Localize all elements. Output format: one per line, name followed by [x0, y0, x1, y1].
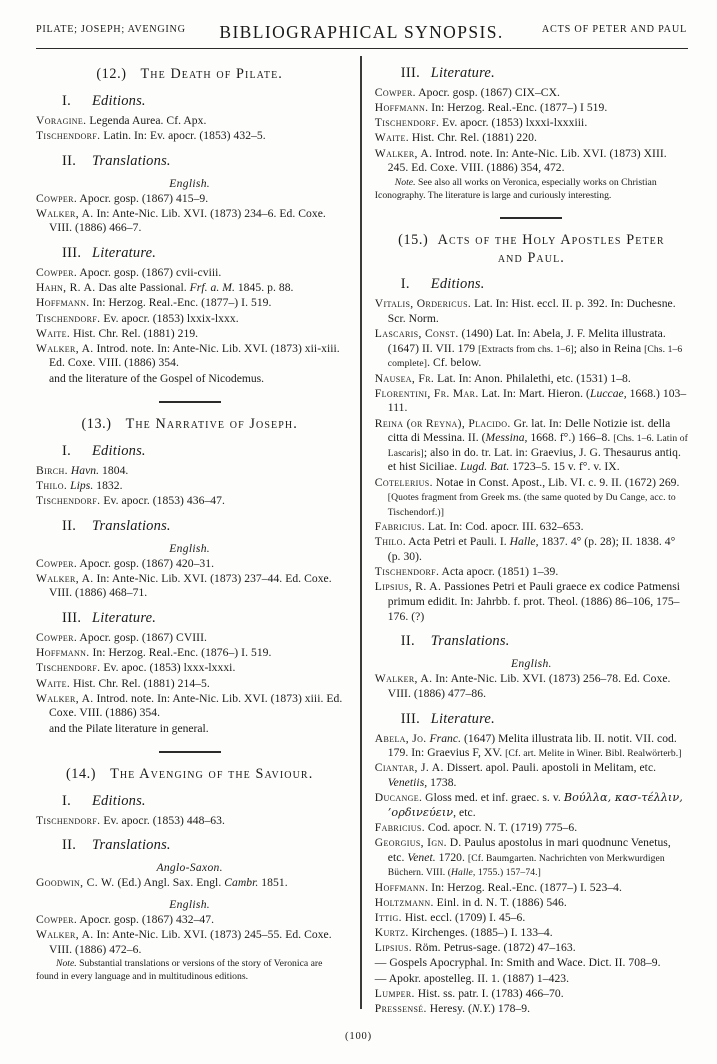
- running-head-title: BIBLIOGRAPHICAL SYNOPSIS.: [219, 22, 504, 42]
- header-rule: [36, 48, 688, 49]
- section-divider-rule: [159, 401, 221, 403]
- entry: Tischendorf. Latin. In: Ev. apocr. (1853) 432–5.: [36, 128, 266, 142]
- right-column: [373, 56, 688, 1015]
- entry: Walker, A. Introd. note. In: Ante-Nic. Lib. XVI. (1873) xiii. Ed. Coxe. VIII. (1886) 354.: [36, 691, 343, 720]
- entry-continuation: and the literature of the Gospel of Nicodemus.: [49, 371, 265, 385]
- entry: Lascaris, Const. (1490) Lat. In: Abela, J. F. Melita illustrata. (1647) II. VII. 179 [Extracts from chs. 1–6]; also in Reina [Chs. 1–6 complete]. Cf. below.: [374, 327, 683, 370]
- entry: Lipsius, R. A. Passiones Petri et Pauli graece ex codice Patmensi primum edidit. In: Jahrbb. f. prot. Theol. (1886) 86–106, 175–176. (?): [374, 580, 681, 623]
- s12-editions-heading: [62, 93, 343, 110]
- entry: Goodwin, C. W. (Ed.) Angl. Sax. Engl. Cambr. 1851.: [36, 876, 288, 890]
- s14-literature-heading: III. Literature.: [400, 65, 495, 81]
- entry: Tischendorf. Ev. apoc. (1853) lxxx-lxxxi.: [36, 661, 236, 675]
- entry: Waite. Hist. Chr. Rel. (1881) 214–5.: [36, 676, 210, 690]
- entry: Vitalis, Ordericus. Lat. In: Hist. eccl. II. p. 392. In: Duchesne. Scr. Norm.: [374, 297, 676, 325]
- entry: Waite. Hist. Chr. Rel. (1881) 220.: [374, 131, 537, 145]
- entry: Hoffmann. In: Herzog. Real.-Enc. (1877–) I. 519.: [36, 296, 272, 310]
- entry: Hoffmann. In: Herzog. Real.-Enc. (1876–) I. 519.: [36, 646, 272, 660]
- entry: Cotelerius. Notae in Const. Apost., Lib. VI. c. 9. II. (1672) 269. [Quotes fragment from Greek ms. (the same quoted by Du Cange, acc. to Tischendorf.)]: [374, 475, 680, 518]
- entry: Cowper. Apocr. gosp. (1867) CIX–CX.: [374, 86, 560, 99]
- entry: Lipsius. Röm. Petrus-sage. (1872) 47–163.: [374, 941, 576, 955]
- entry: Tischendorf. Ev. apocr. (1853) 448–63.: [36, 813, 225, 827]
- entry: Walker, A. In: Ante-Nic. Lib. XVI. (1873) 234–6. Ed. Coxe. VIII. (1886) 466–7.: [36, 206, 326, 235]
- entry: — Apokr. apostelleg. II. 1. (1887) 1–423.: [374, 971, 570, 985]
- entry: Cowper. Apocr. gosp. (1867) cvii-cviii.: [36, 266, 222, 280]
- entry: Hoffmann. In: Herzog. Real.-Enc. (1877–) I 519.: [374, 101, 608, 115]
- entry: Ittig. Hist. eccl. (1709) I. 45–6.: [374, 910, 526, 924]
- running-head: [36, 24, 687, 46]
- section-15-number: (15.): [398, 231, 429, 248]
- s12-translations-numeral: II.: [62, 152, 77, 169]
- s14-language-english: English.: [169, 897, 211, 911]
- entry: Fabricius. Cod. apocr. N. T. (1719) 775–6.: [374, 820, 578, 834]
- entry: Walker, A. In: Ante-Nic. Lib. XVI. (1873) 256–78. Ed. Coxe. VIII. (1886) 477–86.: [374, 672, 671, 700]
- left-column: [36, 56, 349, 1012]
- s13-language-english: English.: [169, 541, 211, 555]
- section-13-title: [36, 416, 343, 434]
- two-column-body: [36, 56, 688, 1015]
- s13-editions-heading: I. Editions.: [62, 442, 146, 459]
- s13-literature-heading: III. Literature.: [62, 610, 157, 627]
- s15-language-english: English.: [511, 657, 552, 671]
- s12-editions-label: Editions.: [92, 92, 146, 109]
- running-head-left: PILATE; JOSEPH; AVENGING: [36, 24, 186, 35]
- entry: Lumper. Hist. ss. patr. I. (1783) 466–70.: [374, 986, 564, 1000]
- entry: Cowper. Apocr. gosp. (1867) 432–47.: [36, 912, 215, 926]
- entry: Georgius, Ign. D. Paulus apostolus in mari quodnunc Venetus, etc. Venet. 1720. [Cf. Baumgarten. Nachrichten von Merkwurdigen Büchern. VIII. (Halle, 1755.) 157–74.]: [374, 836, 671, 879]
- section-15-heading-line2: and Paul.: [497, 249, 565, 266]
- entry: Holtzmann. Einl. in d. N. T. (1886) 546.: [374, 895, 567, 909]
- s12-literature-numeral: III.: [62, 245, 82, 262]
- section-14-number: (14.): [65, 765, 97, 782]
- entry: Birch. Havn. 1804.: [36, 463, 129, 477]
- s14-editions-heading: I. Editions.: [62, 792, 146, 809]
- s14-literature-note: Note. See also all works on Veronica, especially works on Christian Iconography. The literature is large and curiously interesting.: [374, 176, 657, 201]
- entry: Ciantar, J. A. Dissert. apol. Pauli. apostoli in Melitam, etc. Venetiis, 1738.: [374, 761, 657, 789]
- entry: Tischendorf. Acta apocr. (1851) 1–39.: [374, 565, 559, 579]
- entry: Walker, A. Introd. note. In: Ante-Nic. Lib. XVI. (1873) xii-xiii. Ed. Coxe. VIII. (1886) 354.: [36, 341, 340, 370]
- section-12-heading: The Death of Pilate.: [140, 66, 283, 82]
- entry: Abela, Jo. Franc. (1647) Melita illustrata lib. II. notit. VII. cod. 179. In: Graevius F, XV. [Cf. art. Melite in Winer. Bibl. Realwörterb.]: [374, 731, 682, 760]
- entry: — Gospels Apocryphal. In: Smith and Wace. Dict. II. 708–9.: [374, 956, 661, 970]
- entry: Cowper. Apocr. gosp. (1867) 420–31.: [36, 556, 215, 570]
- s15-translations-heading: II. Translations.: [400, 633, 510, 650]
- entry: Tischendorf. Ev. apocr. (1853) 436–47.: [36, 493, 225, 507]
- entry: Tischendorf. Ev. apocr. (1853) lxxxi-lxxxiii.: [374, 116, 588, 130]
- section-15-title: [375, 232, 688, 268]
- entry: Florentini, Fr. Mar. Lat. In: Mart. Hieron. (Luccae, 1668.) 103–111.: [374, 386, 687, 415]
- section-13-heading: The Narrative of Joseph.: [125, 415, 298, 432]
- entry: Hahn, R. A. Das alte Passional. Frf. a. M. 1845. p. 88.: [36, 281, 294, 295]
- entry: Voragine. Legenda Aurea. Cf. Apx.: [36, 113, 207, 127]
- s12-language-english: English.: [169, 176, 211, 190]
- s15-literature-heading: III. Literature.: [400, 710, 495, 727]
- section-15-heading-line1: Acts of the Holy Apostles Peter: [437, 231, 665, 248]
- entry: Walker, A. In: Ante-Nic. Lib. XVI. (1873) 245–55. Ed. Coxe. VIII. (1886) 472–6.: [36, 927, 332, 956]
- section-12-number: (12.): [96, 66, 127, 82]
- s14-language-anglosaxon: Anglo-Saxon.: [156, 861, 223, 875]
- s13-translations-heading: II. Translations.: [62, 517, 171, 534]
- s12-literature-heading: [62, 245, 343, 262]
- entry: Waite. Hist. Chr. Rel. (1881) 219.: [36, 326, 199, 340]
- entry: Reina (or Reyna), Placido. Gr. lat. In: Delle Notizie ist. della citta di Messina. II. (Messina, 1668. f°.) 166–8. [Chs. 1–6. Latin of Lascaris]; also in do. tr. Lat. in: Graevius, J. G. Thesaurus antiq. et hist Siciliae. Lugd. Bat. 1723–5. 15 v. f°. v. IX.: [374, 416, 688, 474]
- s12-editions-numeral: I.: [62, 92, 72, 109]
- s14-translations-heading: II. Translations.: [62, 837, 171, 854]
- entry: Cowper. Apocr. gosp. (1867) CVIII.: [36, 631, 207, 645]
- s15-editions-heading: I. Editions.: [400, 276, 485, 293]
- entry: Walker, A. Introd. note. In: Ante-Nic. Lib. XVI. (1873) XIII. 245. Ed. Coxe. VIII. (1886) 354, 472.: [374, 146, 667, 175]
- entry: Kurtz. Kirchenges. (1885–) I. 133–4.: [374, 926, 553, 940]
- entry: Nausea, Fr. Lat. In: Anon. Philalethi, etc. (1531) 1–8.: [374, 371, 631, 385]
- entry: Tischendorf. Ev. apocr. (1853) lxxix-lxxx.: [36, 311, 239, 325]
- section-14-title: [36, 766, 343, 784]
- entry: Thilo. Lips. 1832.: [36, 478, 123, 492]
- entry: Cowper. Apocr. gosp. (1867) 415–9.: [36, 191, 209, 205]
- column-divider: [349, 56, 372, 1012]
- s12-translations-heading: [62, 153, 343, 170]
- section-12-title: [36, 66, 343, 84]
- s12-literature-label: Literature.: [92, 245, 157, 262]
- entry: Ducange. Gloss med. et inf. graec. s. v. Βούλλα, κασ-τέλλιν, ’ορδινεύειν, etc.: [374, 791, 683, 819]
- section-divider-rule: [159, 751, 221, 753]
- entry-continuation: and the Pilate literature in general.: [49, 721, 209, 735]
- section-14-heading: The Avenging of the Saviour.: [110, 765, 314, 782]
- entry: Thilo. Acta Petri et Pauli. I. Halle, 1837. 4° (p. 28); II. 1838. 4° (p. 30).: [374, 535, 676, 563]
- running-head-right: ACTS OF PETER AND PAUL: [541, 24, 687, 35]
- entry: Walker, A. In: Ante-Nic. Lib. XVI. (1873) 237–44. Ed. Coxe. VIII. (1886) 468–71.: [36, 571, 332, 600]
- section-divider-rule: [500, 217, 562, 219]
- s14-note: Note. Substantial translations or versions of the story of Veronica are found in every language and in multitudinous editions.: [36, 958, 323, 982]
- s12-translations-label: Translations.: [92, 152, 171, 169]
- section-13-number: (13.): [81, 415, 112, 432]
- page-number: (100): [345, 1031, 372, 1042]
- entry: Hoffmann. In: Herzog. Real.-Enc. (1877–) I. 523–4.: [374, 880, 622, 894]
- entry: Pressensé. Heresy. (N.Y.) 178–9.: [374, 1001, 531, 1015]
- entry: Fabricius. Lat. In: Cod. apocr. III. 632–653.: [374, 520, 584, 534]
